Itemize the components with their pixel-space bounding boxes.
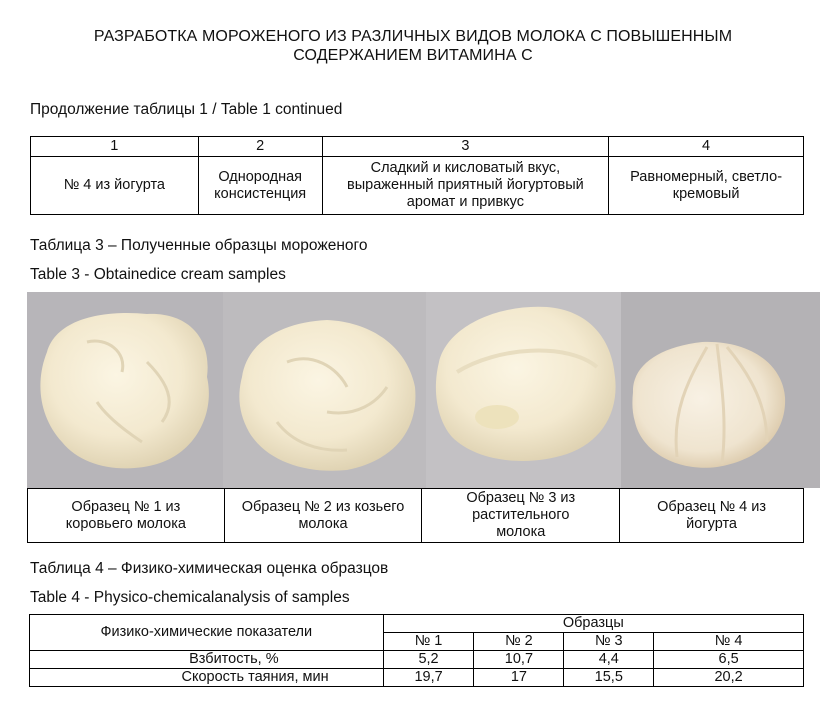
table1-cell: Сладкий и кисловатый вкус, выраженный приятный йогуртовый аромат и привкус bbox=[322, 157, 609, 215]
samples-header: Образцы bbox=[383, 615, 803, 633]
table3-labels bbox=[27, 488, 804, 543]
sample-header-1: № 1 bbox=[383, 633, 474, 651]
sample-header-3: № 3 bbox=[564, 633, 654, 651]
table1-caption: Продолжение таблицы 1 / Table 1 continued bbox=[30, 101, 343, 118]
table1 bbox=[30, 136, 804, 215]
row-value: 15,5 bbox=[564, 669, 654, 687]
row-value: 4,4 bbox=[564, 651, 654, 669]
texture-spot-3 bbox=[475, 405, 519, 429]
row-value: 6,5 bbox=[654, 651, 804, 669]
table1-cell: Однородная консистенция bbox=[198, 157, 322, 215]
row-value: 10,7 bbox=[474, 651, 564, 669]
sample-label-1: Образец № 1 из коровьего молока bbox=[28, 489, 225, 543]
sample-label-4: Образец № 4 из йогурта bbox=[620, 489, 804, 543]
paper-title-text: РАЗРАБОТКА МОРОЖЕНОГО ИЗ РАЗЛИЧНЫХ ВИДОВ МОЛОКА С ПОВЫШЕННЫМ СОДЕРЖАНИЕМ ВИТАМИНА С bbox=[93, 28, 733, 64]
table1-header-cell: 4 bbox=[609, 137, 804, 157]
row-name: Скорость таяния, мин bbox=[30, 669, 384, 687]
ice-cream-photos-image bbox=[27, 292, 820, 488]
param-header: Физико-химические показатели bbox=[30, 615, 384, 651]
table1-cell: Равномерный, светло-кремовый bbox=[609, 157, 804, 215]
ice-cream-sample-3 bbox=[436, 307, 616, 461]
ice-cream-sample-1 bbox=[40, 313, 208, 468]
table1-cell: № 4 из йогурта bbox=[31, 157, 199, 215]
row-value: 19,7 bbox=[383, 669, 474, 687]
table3-caption-en: Table 3 - Obtainedice cream samples bbox=[30, 266, 286, 283]
sample-header-4: № 4 bbox=[654, 633, 804, 651]
row-value: 20,2 bbox=[654, 669, 804, 687]
table-row bbox=[30, 651, 804, 669]
paper-title bbox=[40, 27, 786, 65]
table4-caption-ru: Таблица 4 – Физико-химическая оценка образцов bbox=[30, 560, 389, 577]
row-name: Взбитость, % bbox=[30, 651, 384, 669]
table3-caption-ru: Таблица 3 – Полученные образцы мороженого bbox=[30, 237, 368, 254]
sample-header-2: № 2 bbox=[474, 633, 564, 651]
table1-header-cell: 2 bbox=[198, 137, 322, 157]
table-row bbox=[30, 669, 804, 687]
table4-caption-en: Table 4 - Physico-chemicalanalysis of samples bbox=[30, 589, 350, 606]
row-value: 17 bbox=[474, 669, 564, 687]
ice-cream-photos bbox=[27, 292, 820, 488]
sample-label-2: Образец № 2 из козьего молока bbox=[224, 489, 422, 543]
table1-header-cell: 1 bbox=[31, 137, 199, 157]
table1-header-cell: 3 bbox=[322, 137, 609, 157]
row-value: 5,2 bbox=[383, 651, 474, 669]
sample-label-3: Образец № 3 из растительного молока bbox=[422, 489, 620, 543]
table4 bbox=[29, 614, 804, 687]
